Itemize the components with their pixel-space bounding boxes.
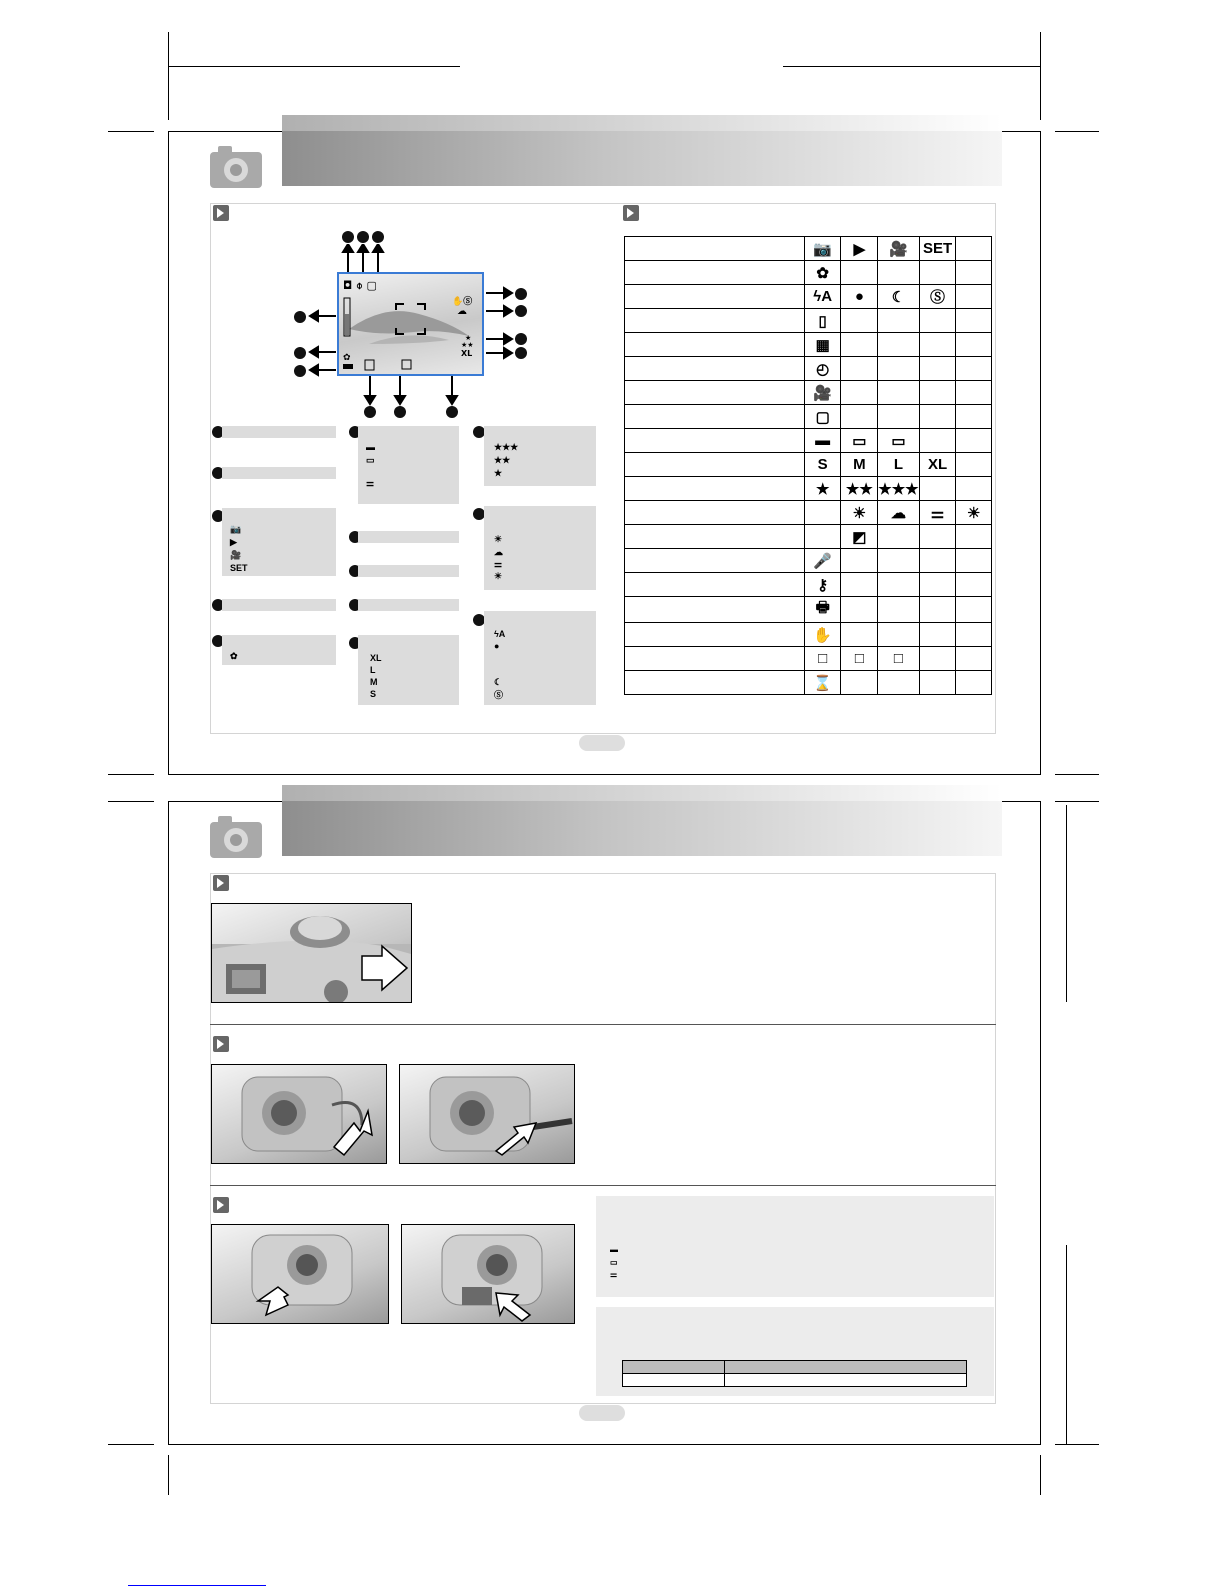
flash-off-icon: Ⓢ xyxy=(494,690,504,700)
legend-icon-cell: ★ xyxy=(804,477,841,501)
divider xyxy=(210,1185,996,1186)
legend-icon-cell xyxy=(919,477,956,501)
crop-line xyxy=(1066,805,1067,1002)
photo-power-switch xyxy=(211,903,412,1003)
photo-insert-battery xyxy=(401,1224,575,1324)
legend-icon-cell: 🎥 xyxy=(804,381,841,405)
legend-icon-cell xyxy=(956,549,992,573)
battery-full-icon: ▬ xyxy=(366,442,375,452)
callout-dot xyxy=(294,347,306,359)
svg-text:★★: ★★ xyxy=(461,341,474,349)
crop-line xyxy=(783,66,1041,67)
crop-line xyxy=(108,801,154,802)
legend-icon-cell: ϟA xyxy=(804,285,841,309)
callout-dot xyxy=(372,231,384,243)
legend-icon-cell: ⚷ xyxy=(804,573,841,597)
legend-row xyxy=(625,357,992,381)
crop-line xyxy=(1055,1444,1099,1445)
legend-icon-cell xyxy=(919,671,956,695)
camera-top-illustration xyxy=(212,904,411,1002)
chevron-right-icon xyxy=(213,1036,229,1052)
mode-movie: 🎥 xyxy=(230,550,242,560)
legend-icon-cell xyxy=(841,573,878,597)
battery-indicator-box xyxy=(596,1196,994,1297)
legend-icon-cell xyxy=(956,647,992,671)
mode-setup: SET xyxy=(230,563,248,573)
legend-icon-cell: ★★ xyxy=(841,477,878,501)
legend-description-cell xyxy=(625,477,805,501)
key-box xyxy=(222,467,336,479)
callout-dot xyxy=(294,365,306,377)
crop-line xyxy=(108,1444,154,1445)
legend-icon-cell xyxy=(841,381,878,405)
legend-icon-cell xyxy=(919,525,956,549)
legend-description-cell xyxy=(625,261,805,285)
legend-icon-cell xyxy=(878,309,919,333)
legend-icon-cell xyxy=(956,623,992,647)
crop-line xyxy=(1066,1245,1067,1445)
header-banner xyxy=(282,801,1002,856)
crop-line xyxy=(1055,131,1099,132)
callout-dot xyxy=(515,333,527,345)
svg-text:◘ ⌽ ▢: ◘ ⌽ ▢ xyxy=(343,279,377,292)
photo-battery-door xyxy=(211,1224,389,1324)
legend-icon-cell: □ xyxy=(804,647,841,671)
legend-icon-cell xyxy=(919,597,956,623)
key-box xyxy=(222,599,336,611)
callout-dot xyxy=(364,406,376,418)
legend-icon-cell: ✿ xyxy=(804,261,841,285)
legend-row xyxy=(625,333,992,357)
divider xyxy=(210,1024,996,1025)
photo-open-cover xyxy=(211,1064,387,1164)
legend-row xyxy=(625,477,992,501)
legend-description-cell xyxy=(625,357,805,381)
svg-text:XL: XL xyxy=(461,349,473,358)
legend-icon-cell: ◩ xyxy=(841,525,878,549)
callout-dot xyxy=(515,347,527,359)
legend-description-cell xyxy=(625,573,805,597)
legend-icon-cell xyxy=(878,405,919,429)
legend-icon-cell xyxy=(841,333,878,357)
macro-icon: ✿ xyxy=(230,651,238,661)
down-arrows xyxy=(360,376,460,408)
legend-icon-cell: ✋ xyxy=(804,623,841,647)
photo-connect-cable xyxy=(399,1064,575,1164)
table-cell xyxy=(724,1361,966,1374)
svg-text:✿: ✿ xyxy=(343,353,351,363)
legend-icon-cell xyxy=(956,237,992,261)
crop-line xyxy=(1055,801,1099,802)
legend-icon-cell: S xyxy=(804,453,841,477)
mode-camera: 📷 xyxy=(230,524,242,534)
legend-icon-cell xyxy=(956,357,992,381)
page-number-tab xyxy=(579,1405,625,1421)
legend-row xyxy=(625,453,992,477)
legend-icon-cell: ▶ xyxy=(841,237,878,261)
legend-icon-cell: 🖶 xyxy=(804,597,841,623)
legend-icon-cell xyxy=(841,357,878,381)
legend-icon-cell: ⚌ xyxy=(919,501,956,525)
legend-icon-cell xyxy=(878,333,919,357)
key-box xyxy=(358,599,459,611)
legend-description-cell xyxy=(625,429,805,453)
legend-icon-cell: ● xyxy=(841,285,878,309)
key-box-modes xyxy=(222,508,336,576)
legend-icon-cell: ☾ xyxy=(878,285,919,309)
legend-icon-cell: SET xyxy=(919,237,956,261)
wb-fluorescent-icon: ⚌ xyxy=(494,559,503,569)
legend-icon-cell xyxy=(919,429,956,453)
legend-icon-cell: □ xyxy=(841,647,878,671)
legend-icon-cell xyxy=(956,453,992,477)
legend-icon-cell xyxy=(841,597,878,623)
legend-icon-cell xyxy=(841,261,878,285)
camera-battery-illustration xyxy=(402,1225,574,1323)
legend-icon-cell xyxy=(878,597,919,623)
legend-row xyxy=(625,405,992,429)
legend-row xyxy=(625,381,992,405)
legend-icon-cell: ☁ xyxy=(878,501,919,525)
legend-icon-cell xyxy=(878,573,919,597)
svg-text:★: ★ xyxy=(465,334,472,342)
legend-description-cell xyxy=(625,623,805,647)
camera-front-illustration xyxy=(212,1225,388,1323)
legend-icon-cell xyxy=(804,501,841,525)
legend-icon-cell xyxy=(919,381,956,405)
legend-icon-cell xyxy=(919,405,956,429)
legend-icon-cell: ☀ xyxy=(956,501,992,525)
legend-icon-cell: ◴ xyxy=(804,357,841,381)
dolphin-image xyxy=(339,274,482,374)
legend-icon-cell: M xyxy=(841,453,878,477)
quality-fine-icon: ★★★ xyxy=(494,442,519,452)
quality-normal-icon: ★★ xyxy=(494,455,511,465)
legend-icon-cell xyxy=(919,573,956,597)
table-cell xyxy=(623,1361,725,1374)
legend-icon-cell xyxy=(841,405,878,429)
svg-text:☁: ☁ xyxy=(457,306,467,317)
callout-dot xyxy=(515,288,527,300)
legend-icon-cell: ▬ xyxy=(804,429,841,453)
header-banner xyxy=(282,131,1002,186)
legend-row xyxy=(625,623,992,647)
legend-icon-cell xyxy=(919,623,956,647)
camera-cable-illustration xyxy=(400,1065,574,1163)
crop-line xyxy=(108,131,154,132)
svg-text:✋Ⓢ: ✋Ⓢ xyxy=(452,297,473,307)
legend-icon-cell xyxy=(841,549,878,573)
size-l-icon: L xyxy=(370,665,376,675)
legend-row xyxy=(625,261,992,285)
legend-row xyxy=(625,549,992,573)
legend-icon-cell xyxy=(841,671,878,695)
legend-description-cell xyxy=(625,237,805,261)
legend-description-cell xyxy=(625,453,805,477)
camera-icon xyxy=(210,814,262,858)
legend-row xyxy=(625,285,992,309)
legend-icon-cell xyxy=(919,647,956,671)
legend-icon-cell: 📷 xyxy=(804,237,841,261)
red-eye-icon: ● xyxy=(494,641,500,651)
crop-line xyxy=(168,66,460,67)
legend-icon-cell: ▦ xyxy=(804,333,841,357)
callout-dot xyxy=(515,305,527,317)
crop-line xyxy=(1040,32,1041,120)
chevron-right-icon xyxy=(213,875,229,891)
legend-icon-cell xyxy=(919,261,956,285)
key-box-size xyxy=(358,635,459,705)
size-s-icon: S xyxy=(370,689,377,699)
key-box xyxy=(358,531,459,543)
battery-full-icon: ▬ xyxy=(610,1245,618,1254)
chevron-right-icon xyxy=(213,205,229,221)
legend-icon-cell: ▢ xyxy=(804,405,841,429)
legend-description-cell xyxy=(625,647,805,671)
legend-icon-cell xyxy=(878,525,919,549)
legend-icon-cell xyxy=(956,671,992,695)
legend-icon-cell: XL xyxy=(919,453,956,477)
key-box xyxy=(358,565,459,577)
legend-icon-cell xyxy=(956,429,992,453)
key-box-battery xyxy=(358,426,459,504)
legend-icon-cell xyxy=(878,549,919,573)
legend-icon-cell xyxy=(878,357,919,381)
flash-auto-icon: ϟA xyxy=(494,629,506,639)
legend-icon-cell xyxy=(919,549,956,573)
legend-icon-cell xyxy=(919,309,956,333)
legend-icon-cell: L xyxy=(878,453,919,477)
crop-line xyxy=(108,774,154,775)
legend-description-cell xyxy=(625,501,805,525)
crop-line xyxy=(1040,1455,1041,1495)
chevron-right-icon xyxy=(213,1197,229,1213)
night-flash-icon: ☾ xyxy=(494,677,503,687)
callout-dot xyxy=(394,406,406,418)
legend-icon-cell xyxy=(804,525,841,549)
quality-economy-icon: ★ xyxy=(494,468,503,478)
crop-line xyxy=(168,32,169,120)
battery-empty-icon: ⚌ xyxy=(366,478,375,488)
legend-icon-cell xyxy=(956,285,992,309)
mode-playback: ▶ xyxy=(230,537,237,547)
legend-row xyxy=(625,501,992,525)
legend-row xyxy=(625,237,992,261)
legend-icon-cell xyxy=(919,357,956,381)
legend-icon-cell: ★★★ xyxy=(878,477,919,501)
page-number-tab xyxy=(579,735,625,751)
callout-dot xyxy=(342,231,354,243)
legend-icon-cell: ▭ xyxy=(878,429,919,453)
key-box-macro xyxy=(222,635,336,665)
legend-icon-cell: ☀ xyxy=(841,501,878,525)
key-box-quality xyxy=(484,426,596,486)
battery-half-icon: ▭ xyxy=(610,1258,618,1267)
legend-icon-cell xyxy=(878,261,919,285)
table-cell xyxy=(724,1374,966,1387)
size-m-icon: M xyxy=(370,677,378,687)
legend-row xyxy=(625,429,992,453)
legend-description-cell xyxy=(625,549,805,573)
battery-empty-icon: ⚌ xyxy=(610,1270,618,1279)
callout-dot xyxy=(294,311,306,323)
legend-icon-cell xyxy=(956,309,992,333)
wb-daylight-icon: ☀ xyxy=(494,534,503,544)
legend-icon-cell: ▭ xyxy=(841,429,878,453)
legend-icon-cell: 🎤 xyxy=(804,549,841,573)
legend-icon-cell xyxy=(841,623,878,647)
header-banner-strip xyxy=(282,115,1002,131)
legend-icon-cell xyxy=(956,261,992,285)
legend-icon-cell: ▯ xyxy=(804,309,841,333)
legend-description-cell xyxy=(625,525,805,549)
legend-icon-cell xyxy=(956,573,992,597)
lcd-screen xyxy=(337,272,484,376)
crop-line xyxy=(168,1455,169,1495)
camera-side-illustration xyxy=(212,1065,386,1163)
callout-dot xyxy=(357,231,369,243)
legend-icon-cell xyxy=(956,381,992,405)
legend-row xyxy=(625,671,992,695)
legend-icon-cell: Ⓢ xyxy=(919,285,956,309)
chevron-right-icon xyxy=(623,205,639,221)
legend-description-cell xyxy=(625,405,805,429)
legend-description-cell xyxy=(625,285,805,309)
legend-row xyxy=(625,573,992,597)
key-box-flash xyxy=(484,611,596,705)
icon-legend-table xyxy=(624,236,992,695)
legend-description-cell xyxy=(625,381,805,405)
legend-icon-cell xyxy=(956,597,992,623)
battery-half-icon: ▭ xyxy=(366,455,375,465)
legend-description-cell xyxy=(625,333,805,357)
legend-icon-cell: □ xyxy=(878,647,919,671)
legend-row xyxy=(625,525,992,549)
legend-icon-cell: ⌛ xyxy=(804,671,841,695)
legend-icon-cell xyxy=(956,405,992,429)
legend-row xyxy=(625,597,992,623)
wb-tungsten-icon: ☀ xyxy=(494,571,503,581)
key-box-white-balance xyxy=(484,506,596,590)
key-box xyxy=(222,426,336,438)
legend-icon-cell xyxy=(841,309,878,333)
legend-icon-cell: 🎥 xyxy=(878,237,919,261)
crop-line xyxy=(1055,774,1099,775)
camera-icon xyxy=(210,144,262,188)
legend-icon-cell xyxy=(956,525,992,549)
size-xl-icon: XL xyxy=(370,653,382,663)
legend-icon-cell xyxy=(878,671,919,695)
legend-icon-cell xyxy=(878,381,919,405)
legend-icon-cell xyxy=(919,333,956,357)
up-arrows xyxy=(338,244,388,274)
legend-description-cell xyxy=(625,309,805,333)
legend-icon-cell xyxy=(956,477,992,501)
legend-description-cell xyxy=(625,671,805,695)
table-cell xyxy=(623,1374,725,1387)
callout-dot xyxy=(446,406,458,418)
wb-cloudy-icon: ☁ xyxy=(494,547,503,557)
battery-spec-table xyxy=(622,1360,967,1387)
header-banner-strip xyxy=(282,785,1002,801)
legend-icon-cell xyxy=(956,333,992,357)
legend-row xyxy=(625,647,992,671)
legend-description-cell xyxy=(625,597,805,623)
legend-icon-cell xyxy=(878,623,919,647)
legend-row xyxy=(625,309,992,333)
left-arrows xyxy=(306,308,338,380)
